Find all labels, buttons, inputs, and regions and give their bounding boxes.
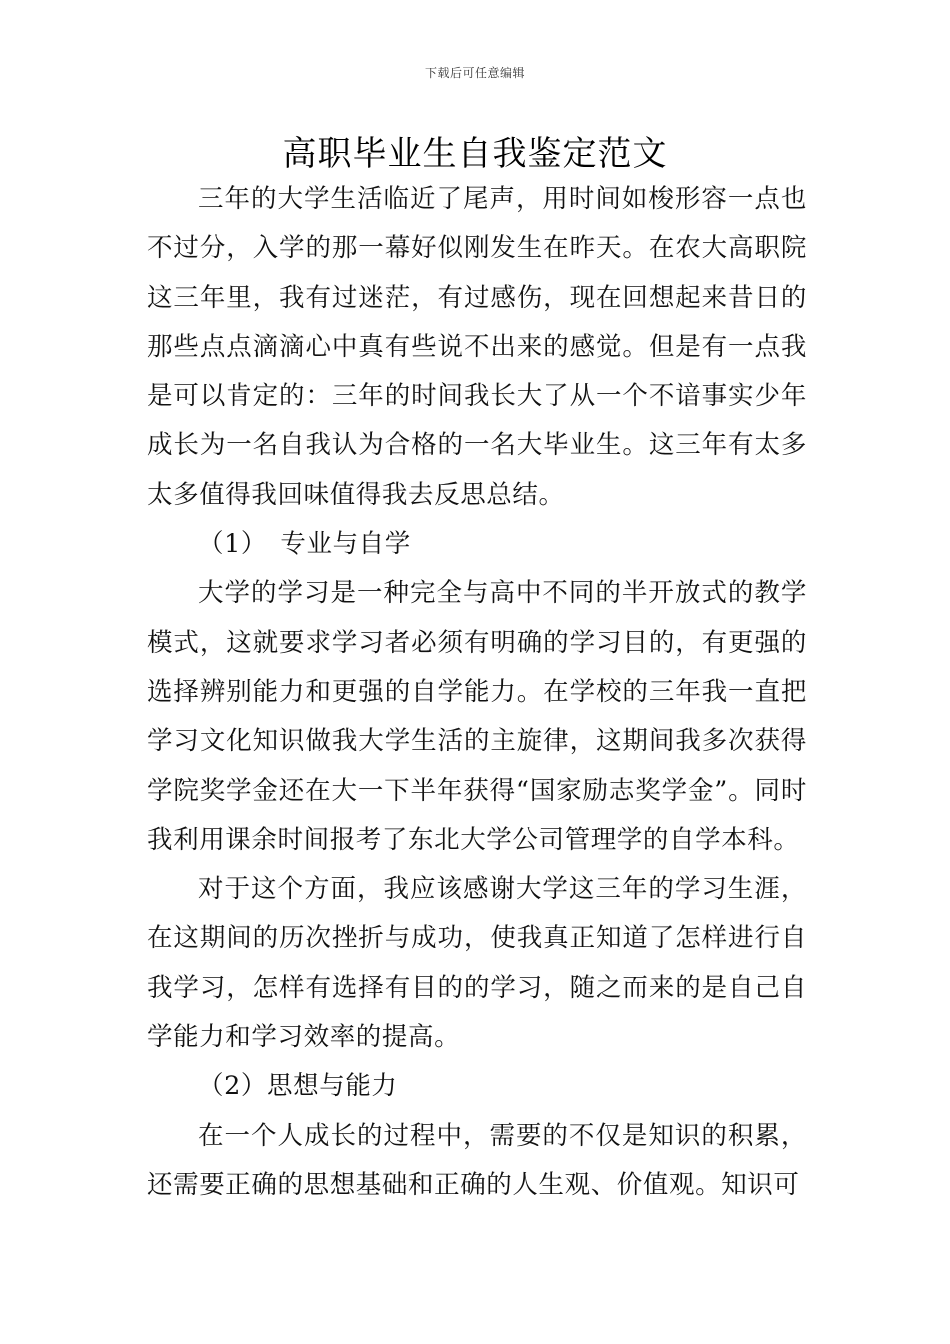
document-body [147, 175, 807, 1210]
study-paragraph: 大学的学习是一种完全与高中不同的半开放式的教学模式，这就要求学习者必须有明确的学习目的，有更强的选择辨别能力和更强的自学能力。在学校的三年我一直把学习文化知识做我大学生活的主旋律，这期间我多次获得学院奖学金还在大一下半年获得“国家励志奖学金”。同时我利用课余时间报考了东北大学公司管理学的自学本科。 [147, 578, 807, 855]
intro-paragraph: 三年的大学生活临近了尾声，用时间如梭形容一点也不过分，入学的那一幕好似刚发生在昨天。在农大高职院这三年里，我有过迷茫，有过感伤，现在回想起来昔日的那些点点滴滴心中真有些说不出来的感觉。但是有一点我是可以肯定的：三年的时间我长大了从一个不谙事实少年成长为一名自我认为合格的一名大毕业生。这三年有太多太多值得我回味值得我去反思总结。 [147, 184, 807, 510]
thought-paragraph: 在一个人成长的过程中，需要的不仅是知识的积累，还需要正确的思想基础和正确的人生观、价值观。知识可 [147, 1120, 807, 1200]
section-heading-thought-and-ability: （2）思想与能力 [198, 1071, 398, 1102]
document-title: 高职毕业生自我鉴定范文 [282, 134, 668, 174]
section-heading-major-and-self-study: （1） 专业与自学 [198, 529, 411, 560]
header-note: 下载后可任意编辑 [424, 66, 525, 80]
reflection-paragraph: 对于这个方面，我应该感谢大学这三年的学习生涯，在这期间的历次挫折与成功，使我真正知道了怎样进行自我学习，怎样有选择有目的的学习，随之而来的是自己自学能力和学习效率的提高。 [147, 874, 807, 1053]
